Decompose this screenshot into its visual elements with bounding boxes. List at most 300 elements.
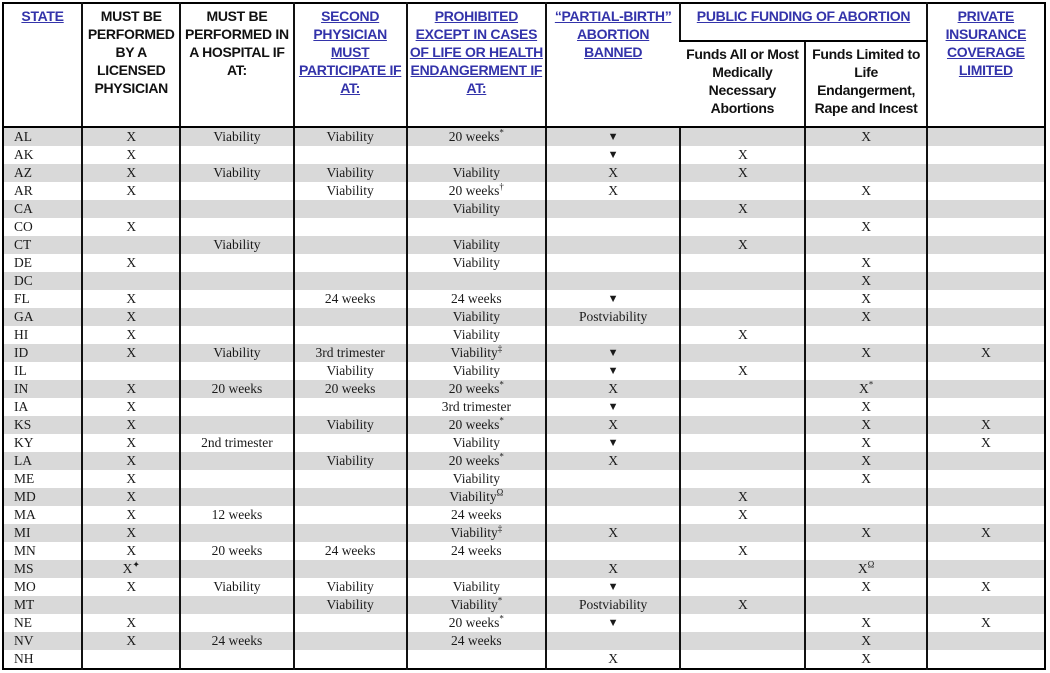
column-header-hospital [180,3,293,127]
column-header-partial-birth [546,3,680,127]
hospital-cell [180,596,293,614]
funds-limited-cell: X [805,272,926,290]
funds-limited-cell [805,596,926,614]
column-header-licensed-physician [82,3,180,127]
prohibited-cell [407,560,546,578]
partial-birth-cell: Postviability [546,308,680,326]
table-row [3,218,1045,236]
private-insurance-cell: X [927,416,1045,434]
prohibited-cell: 20 weeks* [407,380,546,398]
column-header-partial-birth-label: “PARTIAL-BIRTH” ABORTION BANNED [554,8,672,60]
table-row [3,398,1045,416]
second-physician-cell [294,254,407,272]
licensed-physician-cell: X [82,578,180,596]
column-header-state [3,3,82,127]
second-physician-cell: 24 weeks [294,290,407,308]
prohibited-cell: Viability [407,326,546,344]
funds-all-cell [680,614,805,632]
hospital-cell: 20 weeks [180,542,293,560]
private-insurance-cell [927,290,1045,308]
private-insurance-cell [927,470,1045,488]
partial-birth-cell: ▼ [546,127,680,146]
table-row [3,452,1045,470]
private-insurance-cell [927,506,1045,524]
hospital-cell [180,524,293,542]
table-header [3,3,1045,127]
private-insurance-cell [927,650,1045,669]
partial-birth-cell: X [546,650,680,669]
second-physician-cell [294,614,407,632]
private-insurance-cell [927,488,1045,506]
funds-all-cell [680,344,805,362]
licensed-physician-cell [82,596,180,614]
funds-limited-cell: X [805,127,926,146]
funds-all-cell: X [680,326,805,344]
funds-limited-cell: X [805,524,926,542]
hospital-cell: Viability [180,236,293,254]
footnote-marker: * [499,380,504,390]
funds-limited-cell [805,488,926,506]
table-row [3,470,1045,488]
table-row [3,362,1045,380]
column-header-funds-limited [805,41,926,127]
state-cell: ME [14,471,35,486]
funds-limited-cell [805,236,926,254]
hospital-cell [180,650,293,669]
footnote-marker: * [499,452,504,462]
state-cell: NV [14,633,34,648]
funds-limited-cell: X [805,614,926,632]
funds-all-cell: X [680,200,805,218]
prohibited-cell: 24 weeks [407,542,546,560]
state-cell: MD [14,489,36,504]
state-cell: NH [14,651,34,666]
funds-all-cell [680,452,805,470]
column-header-second-physician [294,3,407,127]
licensed-physician-cell [82,650,180,669]
funds-all-cell [680,254,805,272]
private-insurance-cell [927,127,1045,146]
private-insurance-cell [927,308,1045,326]
private-insurance-cell [927,596,1045,614]
partial-birth-cell: X [546,380,680,398]
second-physician-cell [294,146,407,164]
funds-limited-cell: X [805,434,926,452]
partial-birth-cell [546,326,680,344]
private-insurance-cell [927,632,1045,650]
partial-birth-cell: ▼ [546,146,680,164]
funds-all-cell [680,218,805,236]
prohibited-cell: 20 weeks† [407,182,546,200]
funds-all-cell [680,308,805,326]
column-header-prohibited [407,3,546,127]
hospital-cell [180,218,293,236]
licensed-physician-cell: X [82,488,180,506]
licensed-physician-cell: X [82,542,180,560]
second-physician-cell [294,200,407,218]
private-insurance-cell [927,254,1045,272]
table-row [3,650,1045,669]
licensed-physician-cell: X [82,506,180,524]
hospital-cell [180,488,293,506]
funds-limited-cell: X* [805,380,926,398]
partial-birth-cell [546,254,680,272]
licensed-physician-cell: X [82,398,180,416]
footnote-marker: ✦ [132,560,140,570]
hospital-cell [180,470,293,488]
table-row [3,380,1045,398]
partial-birth-cell: ▼ [546,398,680,416]
state-cell: KS [14,417,32,432]
funds-all-cell [680,524,805,542]
funds-all-cell [680,290,805,308]
funds-limited-cell: X [805,398,926,416]
private-insurance-cell [927,236,1045,254]
partial-birth-cell [546,218,680,236]
hospital-cell: Viability [180,344,293,362]
funds-limited-cell [805,146,926,164]
private-insurance-cell: X [927,434,1045,452]
second-physician-cell: Viability [294,596,407,614]
second-physician-cell [294,506,407,524]
second-physician-cell: Viability [294,127,407,146]
table-row [3,254,1045,272]
funds-all-cell [680,470,805,488]
table-row [3,272,1045,290]
table-row [3,596,1045,614]
second-physician-cell: Viability [294,416,407,434]
prohibited-cell: Viability [407,308,546,326]
hospital-cell [180,290,293,308]
funds-all-cell [680,434,805,452]
column-header-funds-limited-label: Funds Limited to Life Endangerment, Rape and Incest [812,46,921,116]
partial-birth-cell [546,632,680,650]
table-row [3,290,1045,308]
funds-all-cell [680,380,805,398]
column-header-public-funding-label: PUBLIC FUNDING OF ABORTION [696,8,911,24]
second-physician-cell [294,272,407,290]
table-row [3,488,1045,506]
licensed-physician-cell: X [82,452,180,470]
licensed-physician-cell: X [82,182,180,200]
partial-birth-cell: X [546,416,680,434]
licensed-physician-cell: X [82,146,180,164]
page [2,2,1046,670]
licensed-physician-cell: X [82,308,180,326]
state-cell: CO [14,219,33,234]
column-header-funds-all-label: Funds All or Most Medically Necessary Abortions [686,46,799,116]
funds-limited-cell: X [805,218,926,236]
funds-all-cell [680,578,805,596]
footnote-marker: * [499,614,504,624]
licensed-physician-cell: X [82,434,180,452]
state-cell: AK [14,147,34,162]
licensed-physician-cell: X [82,524,180,542]
state-cell: AL [14,129,32,144]
funds-limited-cell [805,164,926,182]
funds-limited-cell: X [805,182,926,200]
hospital-cell: 2nd trimester [180,434,293,452]
private-insurance-cell [927,326,1045,344]
hospital-cell: 24 weeks [180,632,293,650]
partial-birth-cell: X [546,524,680,542]
column-header-prohibited-label: PROHIBITED EXCEPT IN CASES OF LIFE OR HEALTH ENDANGERMENT IF AT: [409,8,543,96]
funds-limited-cell: X [805,650,926,669]
prohibited-cell [407,146,546,164]
state-cell: HI [14,327,29,342]
hospital-cell [180,362,293,380]
prohibited-cell: Viability [407,362,546,380]
table-row [3,182,1045,200]
funds-limited-cell [805,506,926,524]
state-cell: MS [14,561,34,576]
footnote-marker: * [497,596,503,606]
hospital-cell [180,146,293,164]
licensed-physician-cell [82,236,180,254]
partial-birth-cell [546,272,680,290]
prohibited-cell: Viability* [407,596,546,614]
funds-limited-cell: X [805,416,926,434]
funds-all-cell: X [680,146,805,164]
prohibited-cell: Viability [407,236,546,254]
abortion-laws-table [2,2,1046,670]
private-insurance-cell: X [927,524,1045,542]
table-row [3,632,1045,650]
funds-limited-cell: X [805,344,926,362]
footnote-marker: Ω [867,560,875,570]
second-physician-cell [294,236,407,254]
partial-birth-cell: X [546,182,680,200]
prohibited-cell [407,218,546,236]
funds-all-cell: X [680,164,805,182]
second-physician-cell [294,308,407,326]
funds-all-cell: X [680,506,805,524]
prohibited-cell: Viability‡ [407,524,546,542]
licensed-physician-cell: X [82,127,180,146]
second-physician-cell: 24 weeks [294,542,407,560]
state-cell: MT [14,597,35,612]
column-header-state-label: STATE [21,8,64,24]
licensed-physician-cell [82,362,180,380]
table-row [3,416,1045,434]
state-cell: MO [14,579,36,594]
hospital-cell: Viability [180,578,293,596]
state-cell: LA [14,453,32,468]
private-insurance-cell: X [927,614,1045,632]
state-cell: KY [14,435,34,450]
prohibited-cell: Viability [407,254,546,272]
partial-birth-cell [546,488,680,506]
private-insurance-cell [927,542,1045,560]
second-physician-cell [294,524,407,542]
prohibited-cell: Viability [407,470,546,488]
partial-birth-cell: ▼ [546,344,680,362]
funds-all-cell: X [680,236,805,254]
column-header-second-physician-label: SECOND PHYSICIAN MUST PARTICIPATE IF AT: [298,8,402,96]
funds-all-cell [680,127,805,146]
hospital-cell [180,272,293,290]
funds-all-cell [680,632,805,650]
funds-limited-cell: X [805,632,926,650]
table-row [3,614,1045,632]
partial-birth-cell [546,542,680,560]
table-row [3,524,1045,542]
partial-birth-cell: ▼ [546,614,680,632]
licensed-physician-cell [82,272,180,290]
hospital-cell: 12 weeks [180,506,293,524]
private-insurance-cell [927,380,1045,398]
table-row [3,542,1045,560]
licensed-physician-cell [82,200,180,218]
partial-birth-cell: ▼ [546,362,680,380]
private-insurance-cell [927,560,1045,578]
funds-all-cell [680,416,805,434]
table-row [3,236,1045,254]
private-insurance-cell [927,452,1045,470]
column-header-licensed-physician-label: MUST BE PERFORMED BY A LICENSED PHYSICIAN [87,8,175,96]
table-row [3,578,1045,596]
licensed-physician-cell: X [82,326,180,344]
funds-all-cell: X [680,542,805,560]
private-insurance-cell [927,146,1045,164]
second-physician-cell [294,398,407,416]
footnote-marker: * [868,380,874,390]
funds-all-cell [680,560,805,578]
second-physician-cell: Viability [294,362,407,380]
hospital-cell [180,416,293,434]
partial-birth-cell: ▼ [546,290,680,308]
table-row [3,200,1045,218]
footnote-marker: ‡ [497,344,503,354]
hospital-cell [180,614,293,632]
partial-birth-cell [546,506,680,524]
funds-all-cell: X [680,596,805,614]
second-physician-cell [294,434,407,452]
state-cell: FL [14,291,30,306]
licensed-physician-cell: X✦ [82,560,180,578]
table-row [3,146,1045,164]
partial-birth-cell: X [546,164,680,182]
hospital-cell [180,308,293,326]
table-body [3,127,1045,669]
prohibited-cell: 24 weeks [407,632,546,650]
second-physician-cell [294,488,407,506]
funds-all-cell: X [680,362,805,380]
column-header-hospital-label: MUST BE PERFORMED IN A HOSPITAL IF AT: [185,8,289,78]
state-cell: NE [14,615,32,630]
funds-all-cell: X [680,488,805,506]
column-header-public-funding [680,3,926,41]
partial-birth-cell: Postviability [546,596,680,614]
state-cell: MA [14,507,36,522]
column-header-private-insurance-label: PRIVATE INSURANCE COVERAGE LIMITED [945,8,1027,78]
private-insurance-cell [927,200,1045,218]
licensed-physician-cell: X [82,218,180,236]
state-cell: MI [14,525,31,540]
state-cell: AR [14,183,33,198]
footnote-marker: ‡ [497,524,503,534]
prohibited-cell: 24 weeks [407,290,546,308]
state-cell: CT [14,237,32,252]
partial-birth-cell: ▼ [546,578,680,596]
prohibited-cell: 20 weeks* [407,614,546,632]
private-insurance-cell [927,182,1045,200]
private-insurance-cell [927,362,1045,380]
footnote-marker: Ω [496,488,504,498]
state-cell: DC [14,273,33,288]
column-header-funds-all [680,41,805,127]
funds-all-cell [680,650,805,669]
prohibited-cell: Viability$^\Omega$ [407,488,546,506]
second-physician-cell: Viability [294,578,407,596]
hospital-cell [180,182,293,200]
licensed-physician-cell: X [82,416,180,434]
partial-birth-cell [546,470,680,488]
second-physician-cell [294,218,407,236]
hospital-cell: 20 weeks [180,380,293,398]
table-row [3,344,1045,362]
funds-limited-cell: X [805,452,926,470]
table-row [3,326,1045,344]
private-insurance-cell [927,218,1045,236]
state-cell: GA [14,309,34,324]
hospital-cell [180,200,293,218]
state-cell: IL [14,363,27,378]
second-physician-cell: 3rd trimester [294,344,407,362]
second-physician-cell [294,470,407,488]
footnote-marker: † [499,182,504,192]
state-cell: IA [14,399,29,414]
table-row [3,434,1045,452]
prohibited-cell: Viability [407,164,546,182]
private-insurance-cell [927,398,1045,416]
second-physician-cell [294,632,407,650]
private-insurance-cell: X [927,344,1045,362]
funds-limited-cell [805,362,926,380]
funds-all-cell [680,398,805,416]
second-physician-cell: 20 weeks [294,380,407,398]
hospital-cell [180,326,293,344]
private-insurance-cell [927,272,1045,290]
hospital-cell [180,452,293,470]
hospital-cell: Viability [180,164,293,182]
funds-limited-cell: X [805,578,926,596]
table-row [3,164,1045,182]
funds-all-cell [680,272,805,290]
licensed-physician-cell: X [82,164,180,182]
state-cell: DE [14,255,32,270]
footnote-marker: * [499,127,504,138]
licensed-physician-cell: X [82,614,180,632]
prohibited-cell: 24 weeks [407,506,546,524]
second-physician-cell [294,650,407,669]
licensed-physician-cell: X [82,632,180,650]
prohibited-cell: Viability [407,200,546,218]
funds-all-cell [680,182,805,200]
state-cell: MN [14,543,36,558]
prohibited-cell: Viability [407,434,546,452]
private-insurance-cell [927,164,1045,182]
licensed-physician-cell: X [82,380,180,398]
prohibited-cell: 3rd trimester [407,398,546,416]
state-cell: IN [14,381,29,396]
funds-limited-cell: X [805,254,926,272]
partial-birth-cell: X [546,560,680,578]
partial-birth-cell: ▼ [546,434,680,452]
footnote-marker: * [499,416,504,426]
prohibited-cell: 20 weeks* [407,452,546,470]
prohibited-cell [407,650,546,669]
